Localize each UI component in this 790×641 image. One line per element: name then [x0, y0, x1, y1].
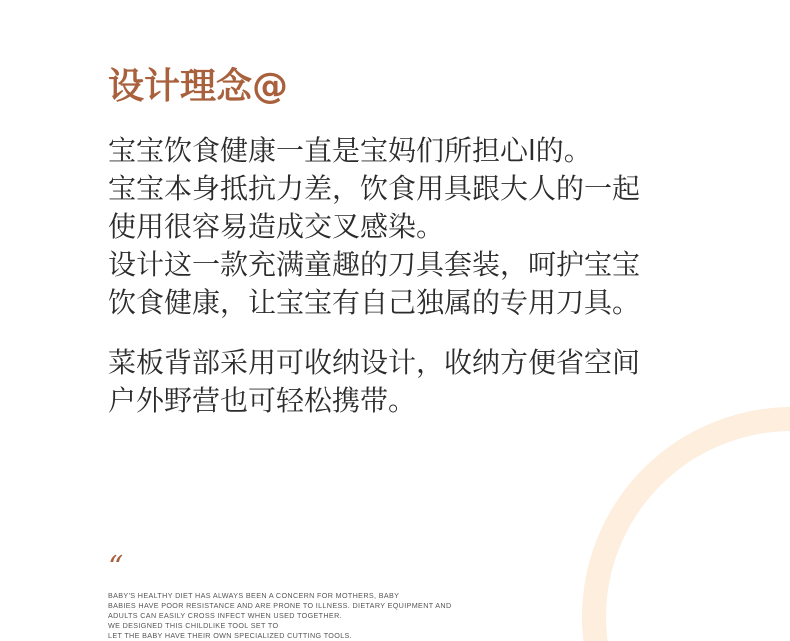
english-line: BABY'S HEALTHY DIET HAS ALWAYS BEEN A CONCERN FOR MOTHERS, BABY [108, 591, 400, 600]
text-line: 设计这一款充满童趣的刀具套装，呵护宝宝 [108, 248, 641, 281]
english-line: BABIES HAVE POOR RESISTANCE AND ARE PRONE TO ILLNESS. DIETARY EQUIPMENT AND [108, 601, 452, 610]
text-line: 宝宝本身抵抗力差，饮食用具跟大人的一起 [108, 172, 641, 205]
english-translation [108, 591, 568, 641]
paragraph-design-concept [108, 132, 718, 322]
paragraph-storage [108, 344, 718, 420]
text-line: 户外野营也可轻松携带。 [108, 384, 417, 417]
decorative-arc [582, 407, 790, 641]
text-line: 饮食健康，让宝宝有自己独属的专用刀具。 [108, 286, 641, 319]
english-line: ADULTS CAN EASILY CROSS INFECT WHEN USED TOGETHER. [108, 611, 342, 620]
english-line: LET THE BABY HAVE THEIR OWN SPECIALIZED CUTTING TOOLS. [108, 631, 353, 640]
quote-mark-icon: “ [108, 550, 124, 585]
body-text [108, 132, 718, 420]
text-line: 宝宝饮食健康一直是宝妈们所担心l的。 [108, 134, 592, 167]
text-line: 使用很容易造成交叉感染。 [108, 210, 445, 243]
text-line: 菜板背部采用可收纳设计，收纳方便省空间 [108, 346, 641, 379]
page-title: 设计理念@ [108, 66, 289, 107]
english-line: WE DESIGNED THIS CHILDLIKE TOOL SET TO [108, 621, 279, 630]
